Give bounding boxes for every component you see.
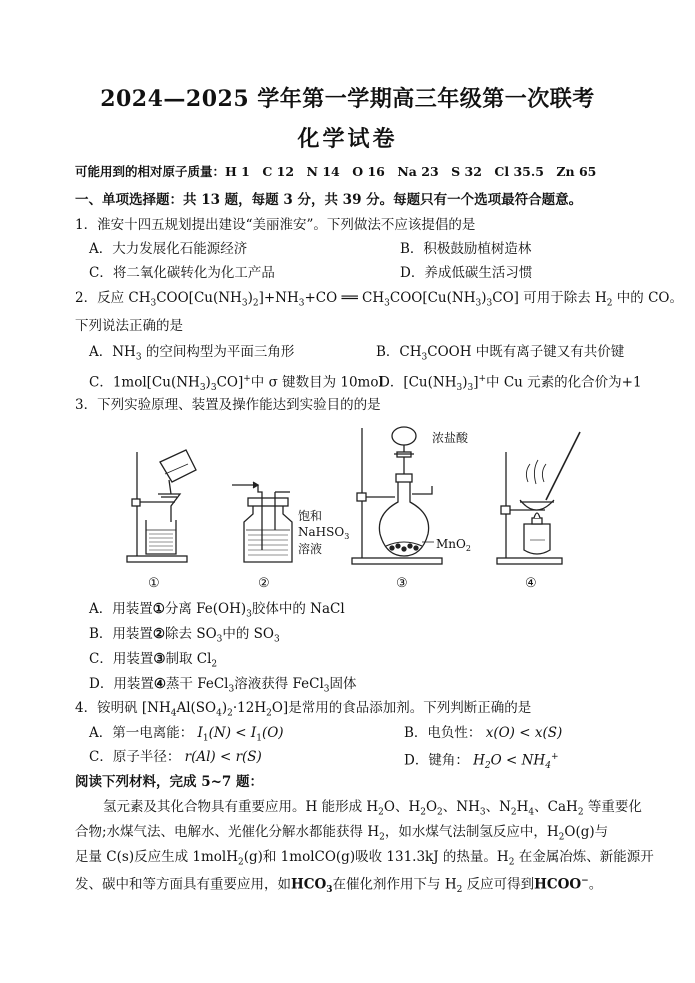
q4-option-c: C．原子半径： r(Al) < r(S) [89, 749, 262, 765]
q3-stem: 3．下列实验原理、装置及操作能达到实验目的的是 [75, 397, 381, 413]
q2-option-d: D．$[Cu(NH_3)_3]^+$中 Cu 元素的化合价为+1 [379, 374, 642, 394]
exam-title: 2024—2025 学年第一学期高三年级第一次联考 [100, 86, 595, 112]
q2-option-c: C．$1mol[Cu(NH_3)_3CO]^+$中 σ 键数目为 10mol [89, 374, 383, 394]
q3-option-c: C．用装置③制取 $Cl_2$ [89, 651, 218, 670]
figure-label-3: ③ [396, 576, 408, 591]
q1-option-b: B．积极鼓励植树造林 [400, 241, 532, 257]
label-concentrated-hcl: 浓盐酸 [432, 431, 469, 445]
apparatus-1-filtration [127, 450, 196, 562]
q4-stem: 4．铵明矾 $[NH_4Al(SO_4)_2\cdot 12H_2O]$是常用的食品添加剂。下列判断正确的是 [75, 700, 532, 719]
figure-label-4: ④ [525, 576, 537, 591]
reading-line-1: 氢元素及其化合物具有重要应用。H 能形成 $H_2O$、$H_2O_2$、$NH_3$、$N_2H_4$、CaH$_2$ 等重要化 [103, 799, 642, 818]
reading-heading: 阅读下列材料，完成 5~7 题： [75, 774, 263, 790]
label-mno2: MnO$_2$ [436, 537, 471, 553]
atomic-masses: 可能用到的相对原子质量：H 1 C 12 N 14 O 16 Na 23 S 32 Cl 35.5 Zn 65 [75, 164, 597, 179]
apparatus-2-gas-washing [232, 482, 292, 562]
q4-option-d: D．键角： $H_2O < NH_4^+$ [404, 752, 559, 772]
exam-subtitle: 化学试卷 [297, 126, 398, 152]
reading-line-4: 发、碳中和等方面具有重要应用，如$HCO_3$在催化剂作用下与 $H_2$ 反应可得到HCOO−。 [75, 876, 603, 896]
apparatus-4-evaporation [497, 432, 580, 564]
q2-stem: 2．反应 $CH_3COO[Cu(NH_3)_2]+NH_3+CO$ ══ $CH_3COO[Cu(NH_3)_3CO]$ 可用于除去 $H_2$ 中的 CO。 [75, 290, 683, 309]
q1-option-c: C．将二氧化碳转化为化工产品 [89, 265, 275, 281]
section-heading: 一、单项选择题：共 13 题，每题 3 分，共 39 分。每题只有一个选项最符合题意。 [75, 192, 583, 208]
q2-stem-2: 下列说法正确的是 [75, 318, 183, 334]
apparatus-figure [0, 422, 695, 592]
label-saturated: 饱和 [298, 509, 323, 523]
q2-option-b: B．$CH_3COOH$ 中既有离子键又有共价键 [376, 344, 625, 363]
q2-option-a: A．$NH_3$ 的空间构型为平面三角形 [89, 344, 295, 363]
q1-option-d: D．养成低碳生活习惯 [400, 265, 533, 281]
q4-option-a: A．第一电离能： $I_1(N) < I_1(O)$ [89, 725, 284, 744]
q3-option-d: D．用装置④蒸干 FeCl$_3$溶液获得 FeCl$_3$固体 [89, 676, 357, 695]
reading-line-2: 合物;水煤气法、电解水、光催化分解水都能获得 $H_2$，如水煤气法制氢反应中，$H_2O(g)$与 [75, 824, 609, 843]
q3-option-b: B．用装置②除去 $SO_3$中的 $SO_3$ [89, 626, 280, 645]
q1-option-a: A．大力发展化石能源经济 [89, 241, 248, 257]
figure-label-1: ① [148, 576, 160, 591]
q4-option-b: B．电负性： x(O) < x(S) [404, 725, 563, 741]
reading-line-3: 足量 C(s)反应生成 1molH$_2$(g)和 1molCO(g)吸收 131.3kJ 的热量。$H_2$ 在金属冶炼、新能源开 [75, 849, 654, 868]
q1-stem: 1．淮安十四五规划提出建设“美丽淮安”。下列做法不应该提倡的是 [75, 217, 476, 233]
apparatus-3-chlorine-generator [352, 427, 442, 564]
q3-option-a: A．用装置①分离 $Fe(OH)_3$胶体中的 NaCl [89, 601, 345, 620]
figure-label-2: ② [258, 576, 270, 591]
label-nahso3: NaHSO$_3$ [298, 525, 350, 541]
label-solution: 溶液 [298, 542, 323, 556]
